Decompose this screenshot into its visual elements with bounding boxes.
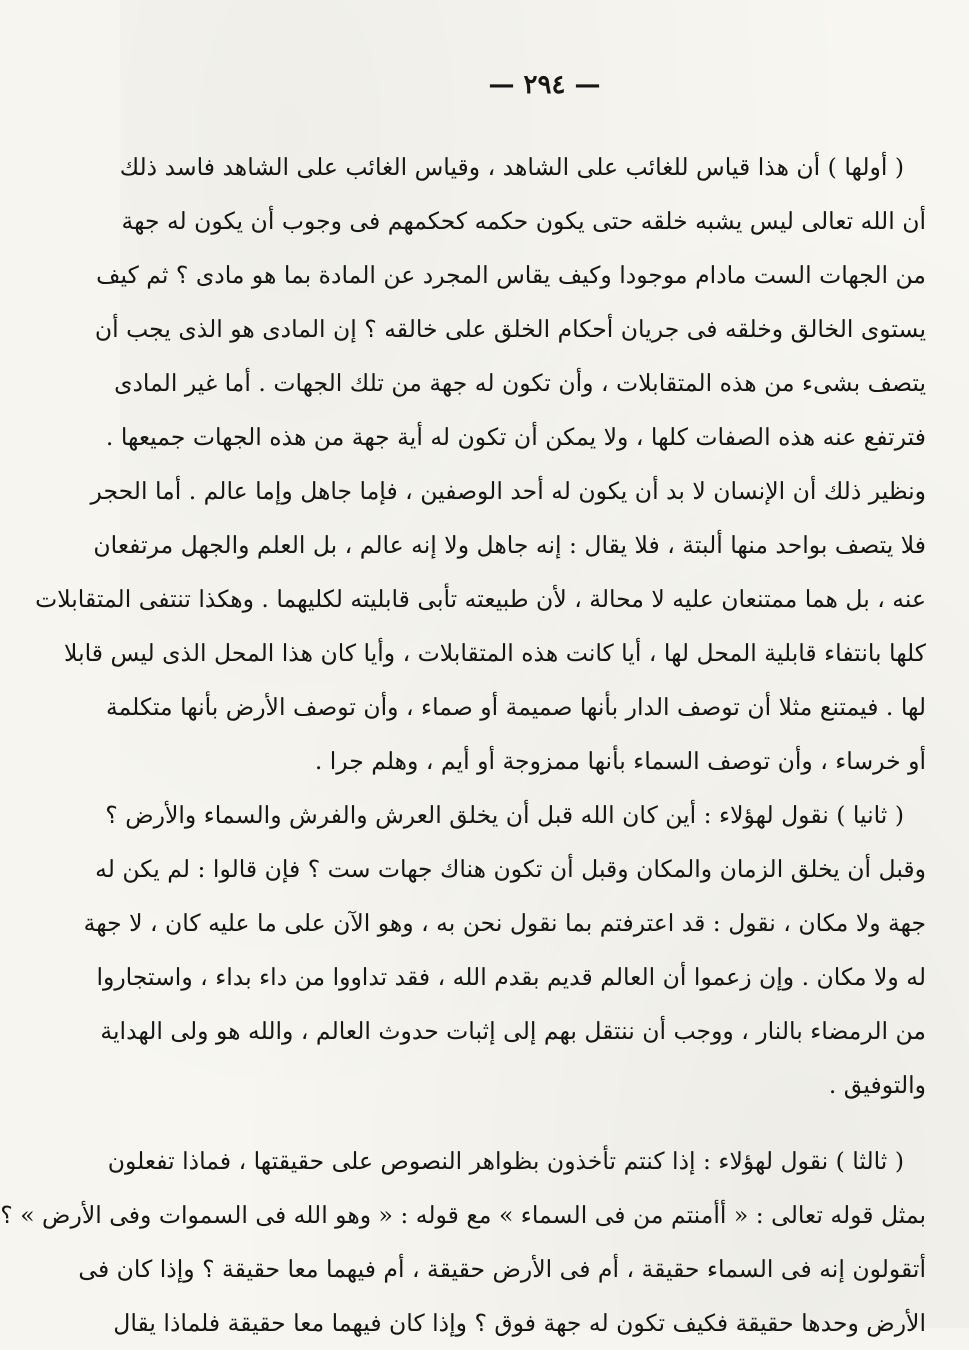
text-line: ونظير ذلك أن الإنسان لا بد أن يكون له أحد الوصفين ، فإما جاهل وإما عالم . أما الحجر xyxy=(90,477,926,505)
text-line: أن الله تعالى ليس يشبه خلقه حتى يكون حكمه كحكمهم فى وجوب أن يكون له جهة xyxy=(121,207,926,235)
text-line: والتوفيق . xyxy=(828,1071,926,1099)
text-line: من الجهات الست مادام موجودا وكيف يقاس المجرد عن المادة بما هو مادى ؟ ثم كيف xyxy=(96,261,926,289)
page-number: — ٢٩٤ — xyxy=(488,70,601,100)
text-line: من الرمضاء بالنار ، ووجب أن ننتقل بهم إلى إثبات حدوث العالم ، والله هو ولى الهداية xyxy=(100,1017,926,1045)
text-line: ( ثانيا ) نقول لهؤلاء : أين كان الله قبل أن يخلق العرش والفرش والسماء والأرض ؟ xyxy=(105,801,904,829)
text-line: كلها بانتفاء قابلية المحل لها ، أيا كانت هذه المتقابلات ، وأيا كان هذا المحل الذى ليس قابلا xyxy=(64,639,926,667)
text-line: بمثل قوله تعالى : « أأمنتم من فى السماء » مع قوله : « وهو الله فى السموات وفى الأرض » ؟ xyxy=(0,1201,926,1229)
text-line: فلا يتصف بواحد منها ألبتة ، فلا يقال : إنه جاهل ولا إنه عالم ، بل العلم والجهل مرتفعان xyxy=(93,531,926,559)
text-line: يتصف بشىء من هذه المتقابلات ، وأن تكون له جهة من تلك الجهات . أما غير المادى xyxy=(114,369,926,397)
text-line: عنه ، بل هما ممتنعان عليه لا محالة ، لأن طبيعته تأبى قابليته لكليهما . وهكذا تنتفى المتقابلات xyxy=(35,585,926,613)
text-line: جهة ولا مكان ، نقول : قد اعترفتم بما نقول نحن به ، وهو الآن على ما عليه كان ، لا جهة xyxy=(83,909,926,937)
text-line: أتقولون إنه فى السماء حقيقة ، أم فى الأرض حقيقة ، أم فيهما معا حقيقة ؟ وإذا كان فى xyxy=(78,1255,926,1283)
text-line: ( ثالثا ) نقول لهؤلاء : إذا كنتم تأخذون بظواهر النصوص على حقيقتها ، فماذا تفعلون xyxy=(107,1147,904,1175)
paragraph-gap xyxy=(164,1112,926,1134)
text-line: الأرض وحدها حقيقة فكيف تكون له جهة فوق ؟ وإذا كان فيهما معا حقيقة فلماذا يقال xyxy=(113,1309,926,1337)
text-line: له ولا مكان . وإن زعموا أن العالم قديم بقدم الله ، فقد تداووا من داء بداء ، واستجاروا xyxy=(96,963,926,991)
text-line: لها . فيمتنع مثلا أن توصف الدار بأنها صميمة أو صماء ، وأن توصف الأرض بأنها متكلمة xyxy=(106,693,926,721)
text-line: فترتفع عنه هذه الصفات كلها ، ولا يمكن أن تكون له أية جهة من هذه الجهات جميعها . xyxy=(105,423,926,451)
text-line: أو خرساء ، وأن توصف السماء بأنها ممزوجة أو أيم ، وهلم جرا . xyxy=(314,747,926,775)
text-line: وقبل أن يخلق الزمان والمكان وقبل أن تكون هناك جهات ست ؟ فإن قالوا : لم يكن له xyxy=(95,855,926,883)
text-line: يستوى الخالق وخلقه فى جريان أحكام الخلق على خالقه ؟ إن المادى هو الذى يجب أن xyxy=(94,315,926,343)
body-text xyxy=(0,140,926,1350)
text-line: ( أولها ) أن هذا قياس للغائب على الشاهد ، وقياس الغائب على الشاهد فاسد ذلك xyxy=(119,153,904,181)
